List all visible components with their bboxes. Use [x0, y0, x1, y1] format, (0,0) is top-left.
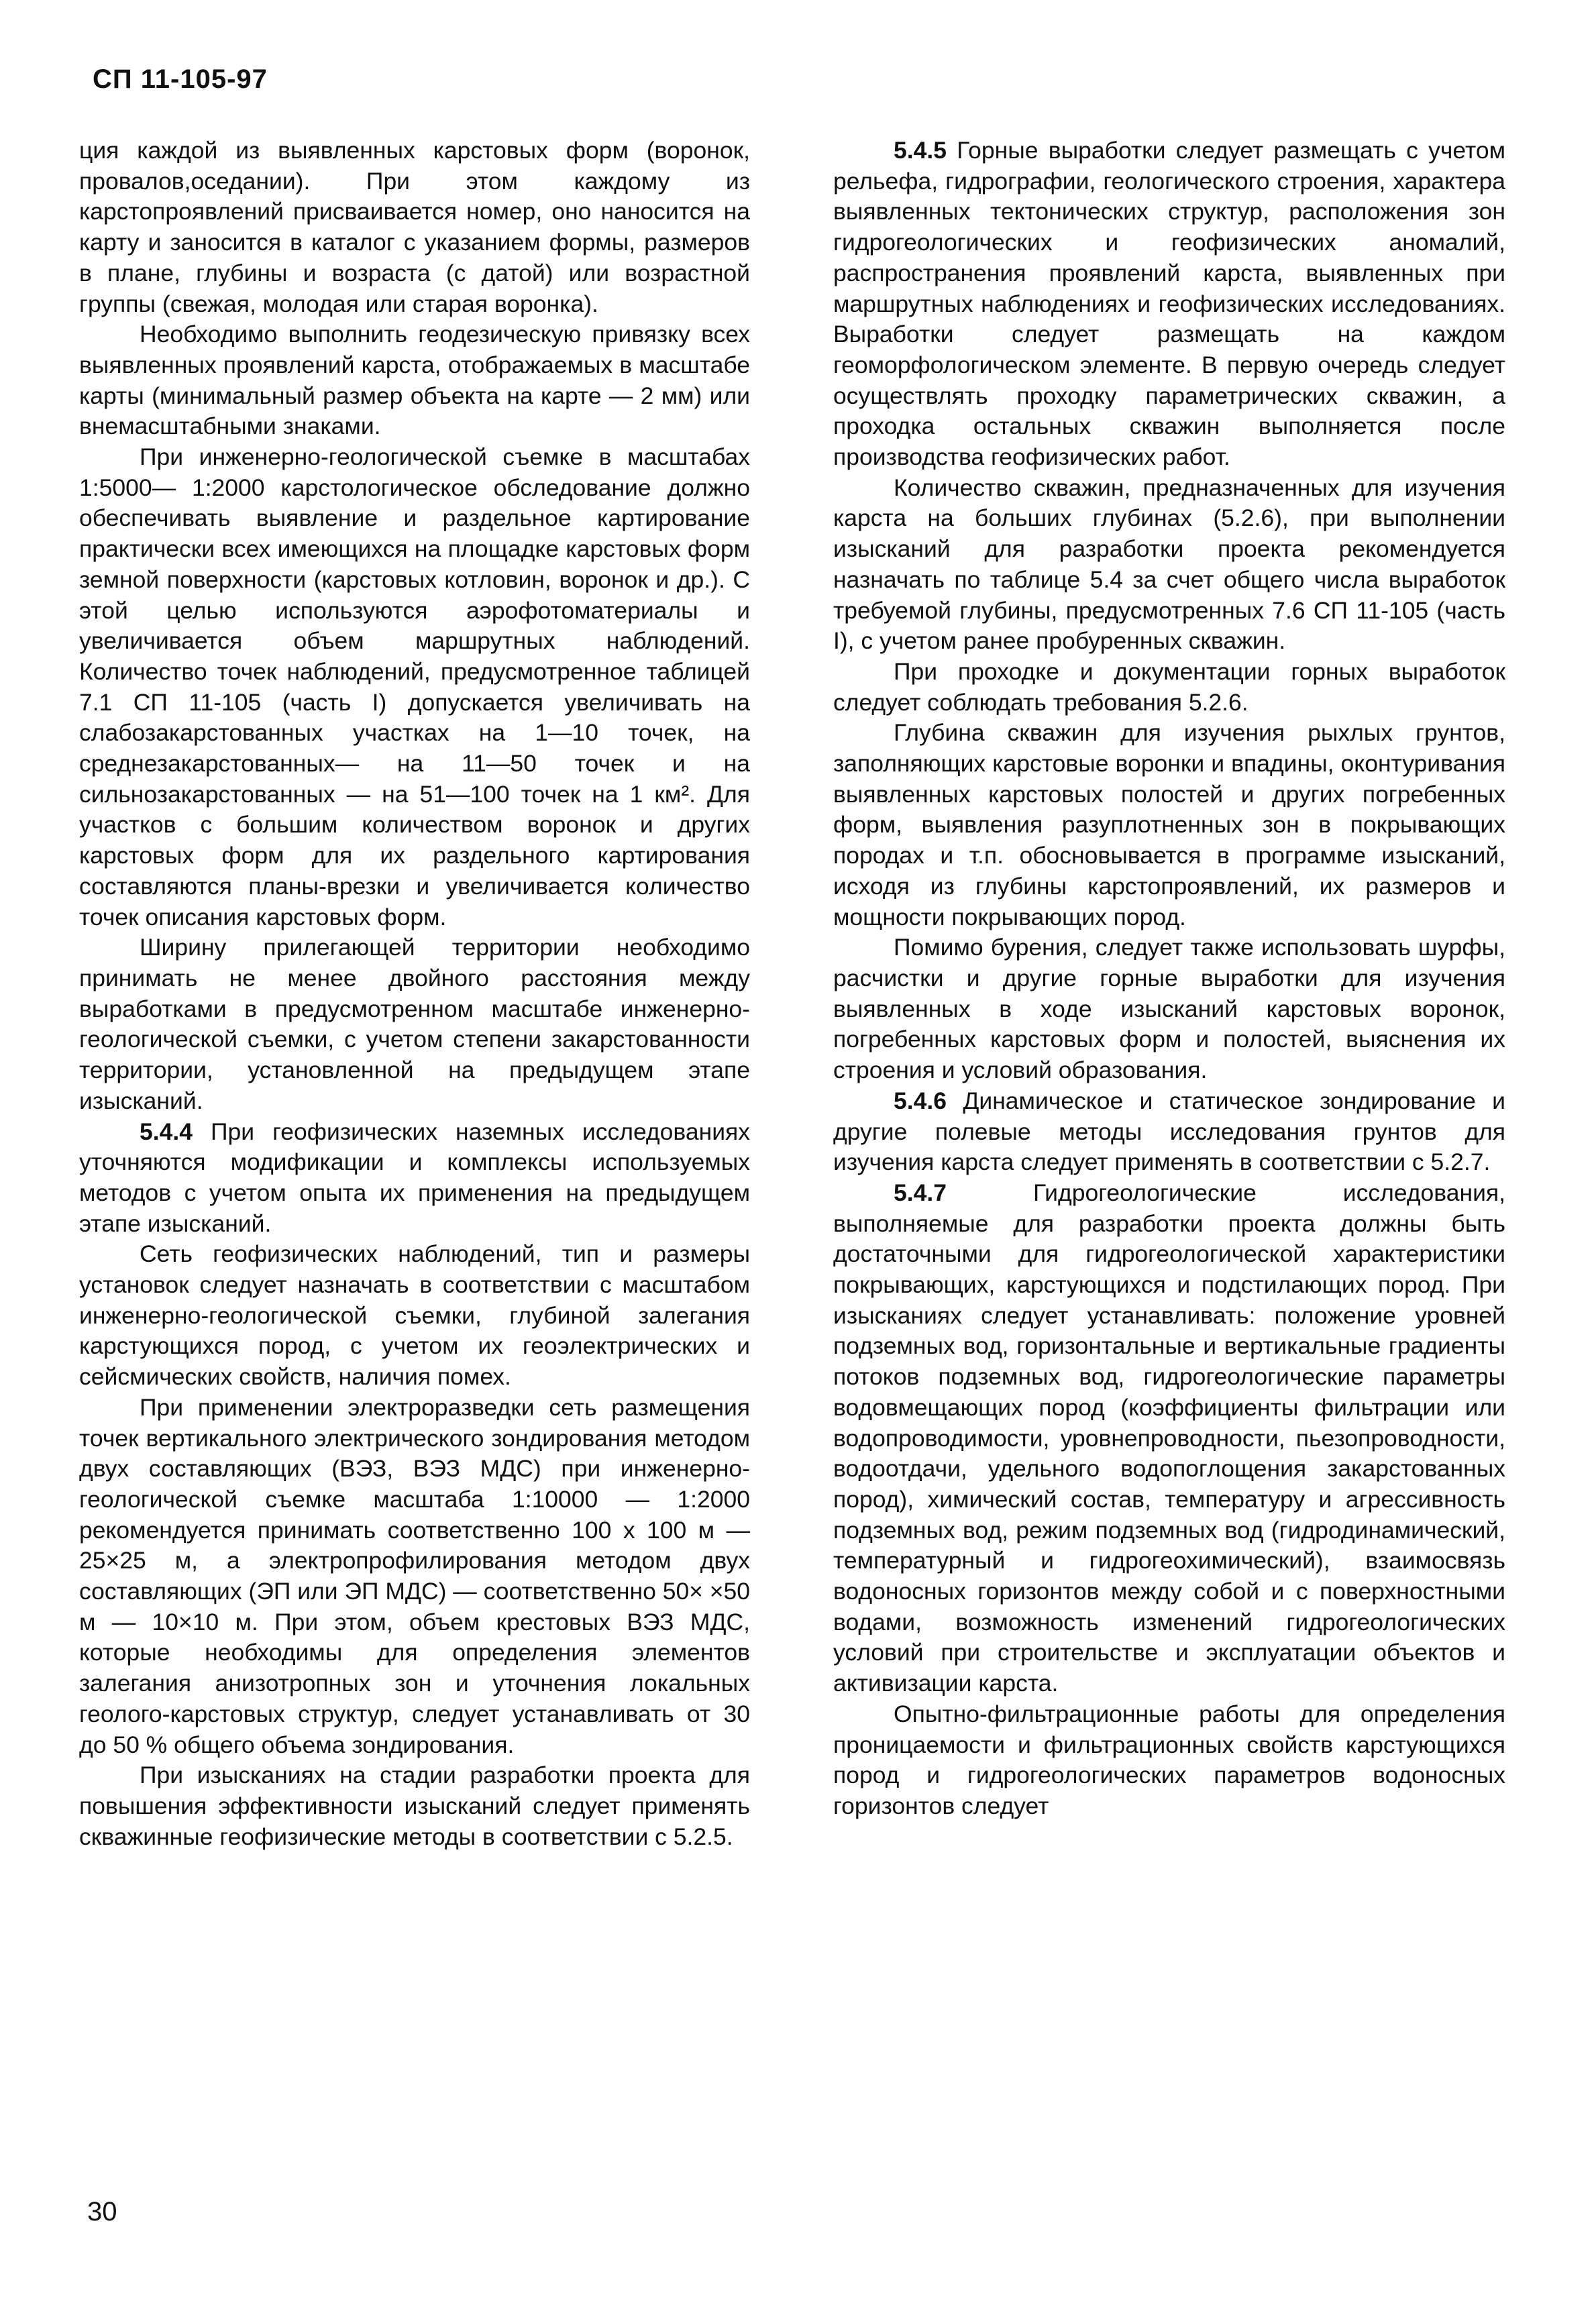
right-text-column [833, 136, 1505, 1822]
paragraph [79, 136, 750, 319]
paragraph-text: При применении электроразведки сеть размещения точек вертикального электрического зондирования методом двух составляющих (ВЭЗ, ВЭЗ МДС) при инженерно-геологической съемке масштаба 1:10000 — 1:2000 рекомендуется принимать соответственно 100 х 100 м —25×25 м, а электропрофилирования методом двух составляющих (ЭП или ЭП МДС) — соответственно 50× ×50 м — 10×10 м. При этом, объем крестовых ВЭЗ МДС, которые необходимы для определения элементов залегания анизотропных зон и уточнения локальных геолого-карстовых структур, следует устанавливать от 30 до 50 % общего объема зондирования. [79, 1393, 750, 1758]
clause-number: 5.4.4 [140, 1118, 193, 1145]
paragraph-text: ция каждой из выявленных карстовых форм (воронок, провалов,оседании). При этом каждому из карстопроявлений присваивается номер, оно наносится на карту и заносится в каталог с указанием формы, размеров в плане, глубины и возраста (с датой) или возрастной группы (свежая, молодая или старая воронка). [79, 137, 750, 317]
paragraph [833, 1086, 1505, 1178]
clause-number: 5.4.5 [894, 137, 947, 164]
paragraph [833, 136, 1505, 473]
paragraph-text: Горные выработки следует размещать с учетом рельефа, гидрографии, геологического строения, характера выявленных тектонических структур, расположения зон гидрогеологических и геофизических аномалий, распространения проявлений карста, выявленных при маршрутных наблюдениях и геофизических исследованиях. Выработки следует размещать на каждом геоморфологическом элементе. В первую очередь следует осуществлять проходку параметрических скважин, а проходка остальных скважин выполняется после производства геофизических работ. [833, 137, 1505, 471]
paragraph [833, 718, 1505, 932]
paragraph [833, 1699, 1505, 1822]
paragraph [833, 473, 1505, 657]
paragraph-text: При инженерно-геологической съемке в масштабах 1:5000— 1:2000 карстологическое обследование должно обеспечивать выявление и раздельное картирование практически всех имеющихся на площадке карстовых форм земной поверхности (карстовых котловин, воронок и др.). С этой целью используются аэрофотоматериалы и увеличивается объем маршрутных наблюдений. Количество точек наблюдений, предусмотренное таблицей 7.1 СП 11-105 (часть I) допускается увеличивать на слабозакарстованных участках на 1—10 точек, на среднезакарстованных— на 11—50 точек и на сильнозакарстованных — на 51—100 точек на 1 км². Для участков с большим количеством воронок и других карстовых форм для их раздельного картирования составляются планы-врезки и увеличивается количество точек описания карстовых форм. [79, 443, 750, 930]
paragraph-text: Необходимо выполнить геодезическую привязку всех выявленных проявлений карста, отображаемых в масштабе карты (минимальный размер объекта на карте — 2 мм) или внемасштабными знаками. [79, 321, 750, 440]
paragraph-text: Гидрогеологические исследования, выполняемые для разработки проекта должны быть достаточными для гидрогеологической характеристики покрывающих, карстующихся и подстилающих пород. При изысканиях следует устанавливать: положение уровней подземных вод, горизонтальные и вертикальные градиенты потоков подземных вод, гидрогеологические параметры водовмещающих пород (коэффициенты фильтрации или водопроводимости, уровнепроводности, пьезопроводности, водоотдачи, удельного водопоглощения закарстованных пород), химический состав, температуру и агрессивность подземных вод, режим подземных вод (гидродинамический, температурный и гидрогеохимический), взаимосвязь водоносных горизонтов между собой и с поверхностными водами, возможность изменений гидрогеологических условий при строительстве и эксплуатации объектов и активизации карста. [833, 1179, 1505, 1697]
clause-number: 5.4.7 [894, 1179, 947, 1206]
paragraph-text: Ширину прилегающей территории необходимо принимать не менее двойного расстояния между выработками в предусмотренном масштабе инженерно-геологической съемки, с учетом степени закарстованности территории, установленной на предыдущем этапе изысканий. [79, 934, 750, 1114]
paragraph [79, 932, 750, 1116]
paragraph-text: Сеть геофизических наблюдений, тип и размеры установок следует назначать в соответствии с масштабом инженерно-геологической съемки, глубиной залегания карстующихся пород, с учетом их геоэлектрических и сейсмических свойств, наличия помех. [79, 1240, 750, 1391]
document-code-header: СП 11-105-97 [93, 64, 268, 94]
paragraph-text: Количество скважин, предназначенных для изучения карста на больших глубинах (5.2.6), при выполнении изысканий для разработки проекта рекомендуется назначать по таблице 5.4 за счет общего числа выработок требуемой глубины, предусмотренных 7.6 СП 11-105 (часть I), с учетом ранее пробуренных скважин. [833, 474, 1505, 655]
paragraph [79, 1393, 750, 1760]
paragraph-text: Глубина скважин для изучения рыхлых грунтов, заполняющих карстовые воронки и впадины, оконтуривания выявленных карстовых полостей и других погребенных форм, выявления разуплотненных зон в покрывающих породах и т.п. обосновывается в программе изысканий, исходя из глубины карстопроявлений, их размеров и мощности покрывающих пород. [833, 719, 1505, 930]
paragraph-text: Помимо бурения, следует также использовать шурфы, расчистки и другие горные выработки для изучения выявленных в ходе изысканий карстовых воронок, погребенных карстовых форм и полостей, выяснения их строения и условий образования. [833, 934, 1505, 1084]
paragraph [833, 1178, 1505, 1699]
clause-number: 5.4.6 [894, 1087, 947, 1114]
paragraph-text: Динамическое и статическое зондирование и другие полевые методы исследования грунтов для изучения карста следует применять в соответствии с 5.2.7. [833, 1087, 1505, 1176]
left-text-column [79, 136, 750, 1852]
paragraph [79, 1239, 750, 1393]
paragraph-text: При проходке и документации горных выработок следует соблюдать требования 5.2.6. [833, 657, 1505, 716]
paragraph-text: Опытно-фильтрационные работы для определения проницаемости и фильтрационных свойств карстующихся пород и гидрогеологических параметров водоносных горизонтов следует [833, 1700, 1505, 1819]
paragraph [79, 319, 750, 442]
paragraph-text: При геофизических наземных исследованиях уточняются модификации и комплексы используемых методов с учетом опыта их применения на предыдущем этапе изысканий. [79, 1118, 750, 1237]
paragraph [79, 1760, 750, 1852]
paragraph [833, 657, 1505, 718]
paragraph [833, 932, 1505, 1086]
paragraph-text: При изысканиях на стадии разработки проекта для повышения эффективности изысканий следует применять скважинные геофизические методы в соответствии с 5.2.5. [79, 1762, 750, 1850]
paragraph [79, 442, 750, 932]
page-number: 30 [87, 2197, 117, 2226]
paragraph [79, 1117, 750, 1240]
